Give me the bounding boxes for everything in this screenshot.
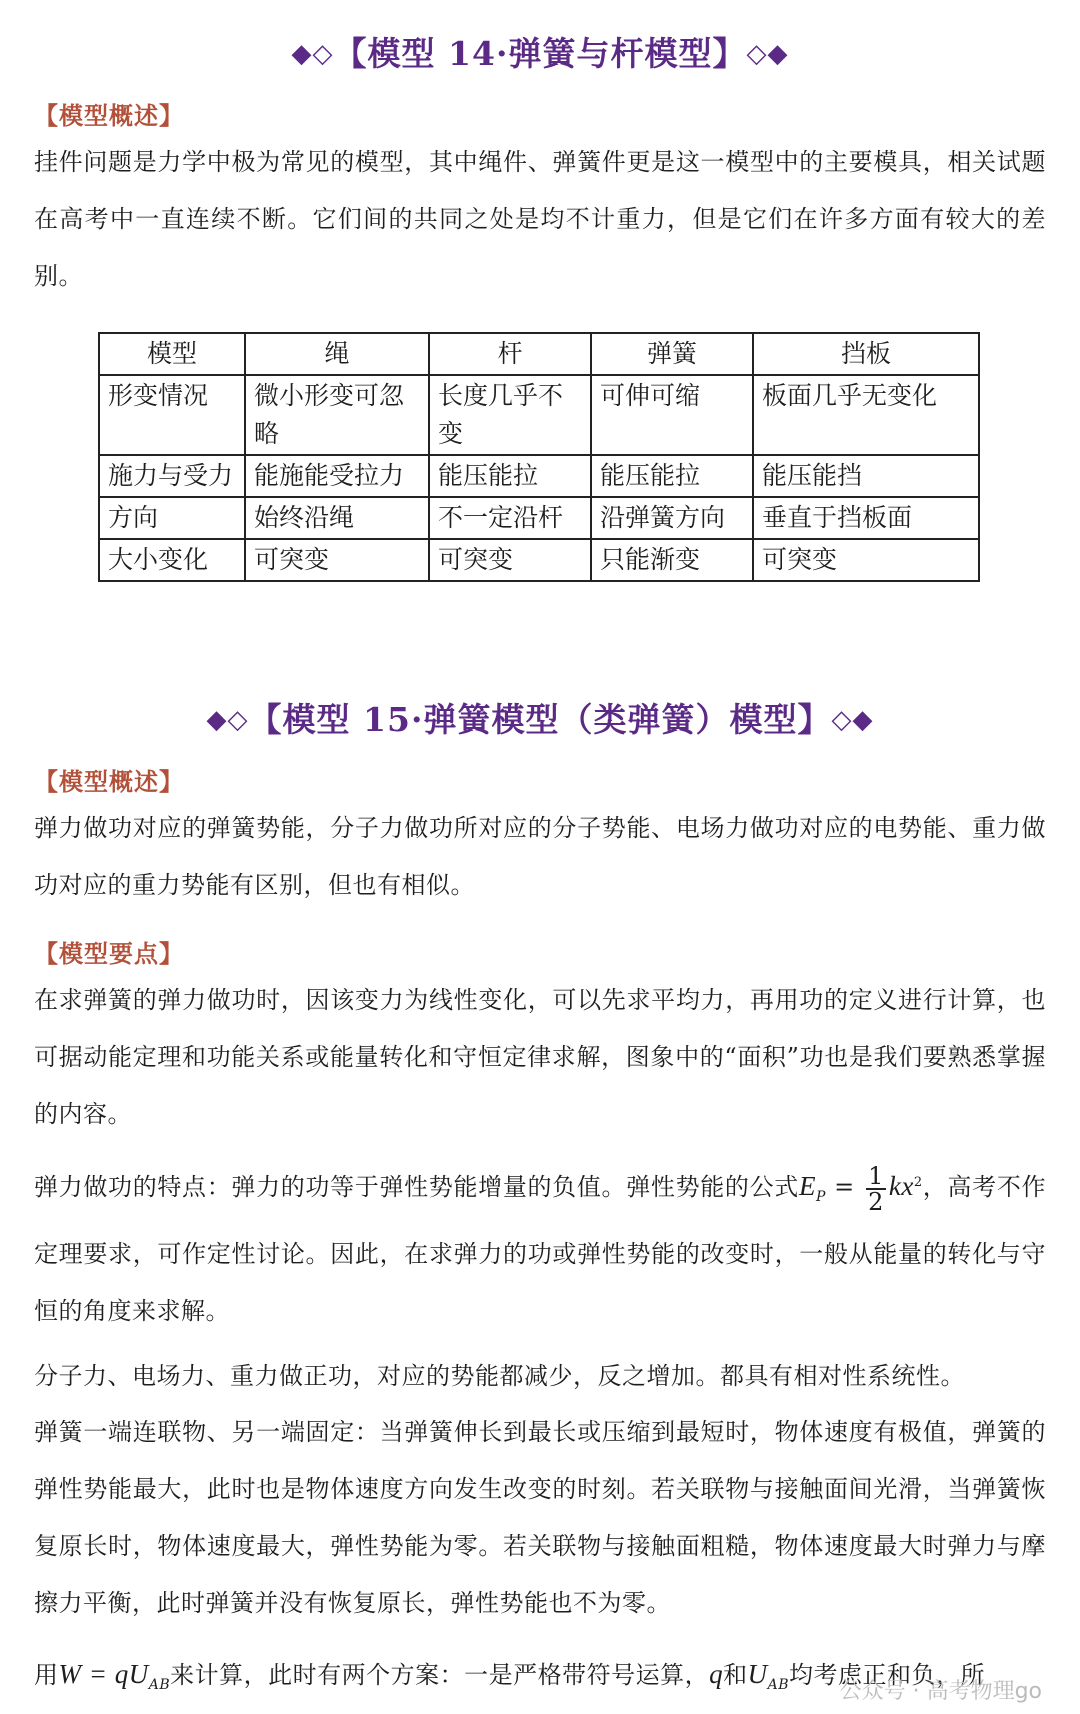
table-header-cell: 弹簧 (591, 333, 753, 375)
p5-text-b: 来计算，此时有两个方案：一是严格带符号运算， (170, 1661, 710, 1689)
model15-point-1: 在求弹簧的弹力做功时，因该变力为线性变化，可以先求平均力，再用功的定义进行计算，也可据动能定理和功能关系或能量转化和守恒定律求解，图象中的“面积”功也是我们要熟悉掌握的内容。 (34, 986, 1046, 1128)
table-cell: 板面几乎无变化 (753, 375, 979, 455)
formula-kx: kx (888, 1171, 914, 1201)
frac-den: 2 (868, 1187, 884, 1216)
symbol-U-sub: AB (767, 1677, 790, 1693)
model15-point-2 (34, 1154, 1046, 1340)
formula-sup: 2 (913, 1175, 923, 1190)
table-cell: 施力与受力 (99, 455, 245, 497)
table-cell: 垂直于挡板面 (753, 497, 979, 539)
p5-text-a: 用 (34, 1661, 59, 1689)
table-cell: 微小形变可忽略 (245, 375, 429, 455)
table-cell: 只能渐变 (591, 539, 753, 581)
symbol-q: q (709, 1659, 724, 1689)
table-cell: 可突变 (245, 539, 429, 581)
diamond-right-icon: ◇◆ (831, 705, 874, 735)
model15-overview-text: 弹力做功对应的弹簧势能，分子力做功所对应的分子势能、电场力做功对应的电势能、重力做功对应的重力势能有区别，但也有相似。 (34, 814, 1046, 899)
model14-overview-text: 挂件问题是力学中极为常见的模型，其中绳件、弹簧件更是这一模型中的主要模具，相关试题在高考中一直连续不断。它们间的共同之处是均不计重力，但是它们在许多方面有较大的差别。 (34, 148, 1046, 290)
model15-title: 【模型 15·弹簧模型（类弹簧）模型】 (248, 700, 832, 739)
table-cell: 能压能拉 (591, 455, 753, 497)
table-row (99, 539, 979, 581)
model15-overview-label: 【模型概述】 (34, 767, 184, 796)
table-header-cell: 模型 (99, 333, 245, 375)
diamond-right-icon: ◇◆ (746, 39, 789, 69)
table-cell: 能压能挡 (753, 455, 979, 497)
table-cell: 可突变 (753, 539, 979, 581)
model15-point-3: 分子力、电场力、重力做正功，对应的势能都减少，反之增加。都具有相对性系统性。 (34, 1362, 965, 1390)
comparison-table (98, 332, 980, 582)
table-header-cell: 挡板 (753, 333, 979, 375)
table-cell: 始终沿绳 (245, 497, 429, 539)
model14-title: 【模型 14·弹簧与杆模型】 (333, 34, 747, 73)
table-cell: 能压能拉 (429, 455, 591, 497)
diamond-left-icon: ◆◇ (291, 39, 334, 69)
diamond-left-icon: ◆◇ (206, 705, 249, 735)
formula-E: E (798, 1171, 816, 1201)
watermark: 公众号 · 高考物理go (839, 1679, 1042, 1704)
model15-points-label: 【模型要点】 (34, 939, 184, 968)
table-cell: 能施能受拉力 (245, 455, 429, 497)
p2-text-a: 弹力做功的特点：弹力的功等于弹性势能增量的负值。弹性势能的公式 (34, 1173, 799, 1201)
work-formula: W = qU (58, 1659, 149, 1689)
frac-num: 1 (868, 1161, 884, 1190)
fraction-half (866, 1161, 886, 1216)
work-formula-sub: AB (148, 1677, 171, 1693)
table-header-cell: 杆 (429, 333, 591, 375)
table-cell: 沿弹簧方向 (591, 497, 753, 539)
model15-point-4: 弹簧一端连联物、另一端固定：当弹簧伸长到最长或压缩到最短时，物体速度有极值，弹簧的弹性势能最大，此时也是物体速度方向发生改变的时刻。若关联物与接触面间光滑，当弹簧恢复原长时，物体速度最大，弹性势能为零。若关联物与接触面粗糙，物体速度最大时弹力与摩擦力平衡，此时弹簧并没有恢复原长，弹性势能也不为零。 (34, 1418, 1046, 1617)
table-cell: 可伸可缩 (591, 375, 753, 455)
table-row (99, 455, 979, 497)
formula-eq: = (825, 1173, 864, 1201)
p5-text-d: 均考虑正和负，所 (789, 1661, 986, 1689)
table-row (99, 375, 979, 455)
table-header-cell: 绳 (245, 333, 429, 375)
model14-overview-label: 【模型概述】 (34, 101, 184, 130)
table-cell: 大小变化 (99, 539, 245, 581)
table-cell: 不一定沿杆 (429, 497, 591, 539)
p5-text-c: 和 (723, 1661, 748, 1689)
model15-heading (0, 694, 1080, 741)
table-cell: 长度几乎不变 (429, 375, 591, 455)
table-row (99, 497, 979, 539)
symbol-U: U (747, 1659, 768, 1689)
p2-text-b: ，高考不作定理要求，可作定性讨论。因此，在求弹力的功或弹性势能的改变时，一般从能量的转化与守恒的角度来求解。 (34, 1173, 1047, 1325)
elastic-energy-formula (798, 1161, 923, 1216)
formula-sub-p: P (815, 1189, 826, 1205)
model14-heading (0, 28, 1080, 75)
table-cell: 方向 (99, 497, 245, 539)
table-cell: 可突变 (429, 539, 591, 581)
table-cell: 形变情况 (99, 375, 245, 455)
table-header-row (99, 333, 979, 375)
